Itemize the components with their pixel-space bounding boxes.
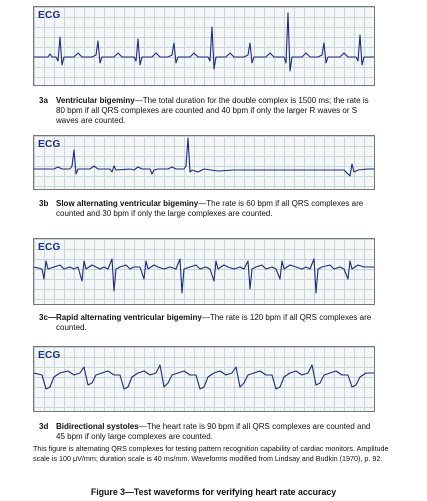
- caption-number: 3b: [39, 199, 49, 208]
- caption-3b: [33, 199, 375, 219]
- caption-number: 3a: [39, 96, 48, 105]
- ecg-label: ECG: [38, 139, 61, 150]
- ecg-label: ECG: [38, 242, 61, 253]
- caption-title: Bidirectional systoles: [56, 422, 139, 431]
- ecg-label: ECG: [38, 350, 61, 361]
- figure-title: Figure 3—Test waveforms for verifying heart rate accuracy: [90, 487, 337, 497]
- ecg-trace-3a: [34, 7, 375, 86]
- caption-3c: [33, 313, 375, 333]
- caption-3a: [33, 96, 375, 126]
- figure-note: This figure is alternating QRS complexes for testing pattern recognition capability of cardiac monitors. Amplitude scale is 100 μV/mm; duration scale is 40 ms/mm. Waveforms modified from Lindsay and Budkin (1970), p. 92.: [33, 444, 389, 463]
- caption-title: Rapid alternating ventricular bigeminy: [56, 313, 202, 322]
- caption-title: Ventricular bigeminy: [56, 96, 135, 105]
- ecg-strip-3c: [33, 238, 375, 305]
- caption-text: —The heart rate is 90 bpm if all QRS complexes are counted and 45 bpm if only large complexes are counted.: [56, 422, 371, 441]
- ecg-label: ECG: [38, 10, 61, 21]
- ecg-strip-3d: [33, 346, 375, 412]
- ecg-trace-3c: [34, 239, 375, 305]
- caption-3d: [33, 422, 375, 442]
- caption-number: 3d: [39, 422, 49, 431]
- ecg-trace-3b: [34, 136, 375, 190]
- ecg-trace-3d: [34, 347, 375, 412]
- caption-text: —The total duration for the double complex is 1500 ms; the rate is 80 bpm if all QRS complexes are counted and 40 bpm if only the larger R waves or S waves are counted.: [56, 96, 369, 125]
- caption-title: Slow alternating ventricular bigeminy: [56, 199, 199, 208]
- ecg-strip-3b: [33, 135, 375, 190]
- caption-text: —The rate is 60 bpm if all QRS complexes are counted and 30 bpm if only the large complexes are counted.: [56, 199, 364, 218]
- ecg-strip-3a: [33, 6, 375, 86]
- caption-text: —The rate is 120 bpm if all QRS complexes are counted.: [56, 313, 372, 332]
- caption-number: 3c—: [39, 313, 56, 322]
